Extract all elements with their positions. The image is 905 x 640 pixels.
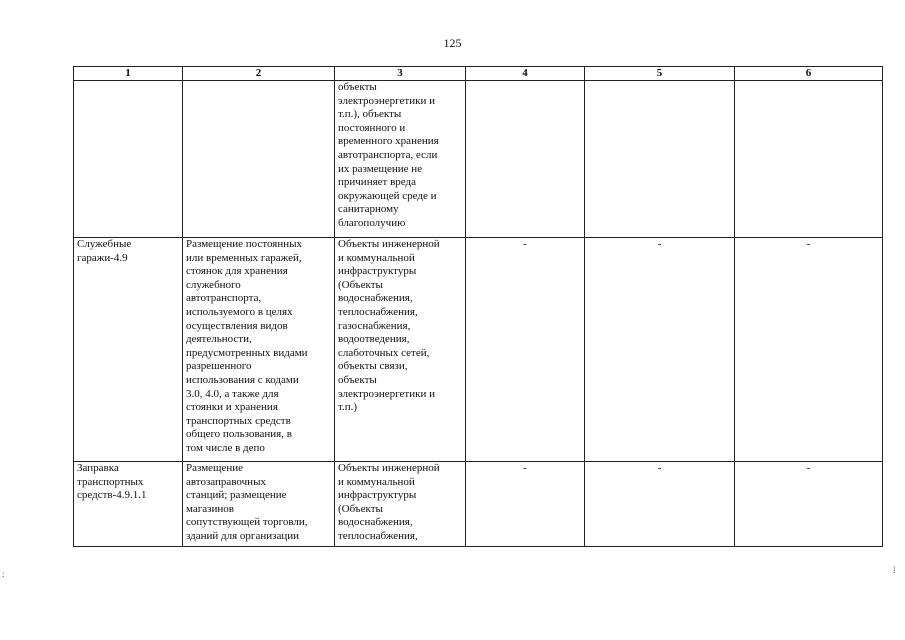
right-margin-mark: ⁞ [893,565,896,575]
column-header-2: 2 [183,67,335,81]
table-row [74,462,883,547]
column-header-6: 6 [735,67,883,81]
table-row [74,238,883,462]
table-cell: Объекты инженерной и коммунальной инфраструктуры (Объекты водоснабжения, теплоснабжения, [335,462,466,547]
table-cell: - [585,238,735,462]
table-cell: - [466,238,585,462]
table-cell: Объекты инженерной и коммунальной инфраструктуры (Объекты водоснабжения, теплоснабжения, газоснабжения, водоотведения, слаботочных сетей, объекты связи, объекты электроэнергетики и т.п.) [335,238,466,462]
table-cell: - [735,238,883,462]
table-cell: Заправка транспортных средств-4.9.1.1 [74,462,183,547]
column-header-1: 1 [74,67,183,81]
column-header-3: 3 [335,67,466,81]
table-cell [183,81,335,238]
zoning-table [73,66,883,547]
table-cell: Размещение постоянных или временных гаражей, стоянок для хранения служебного автотранспорта, используемого в целях осуществления видов деятельности, предусмотренных видами разрешенного использования с кодами 3.0, 4.0, а также для стоянки и хранения транспортных средств общего пользования, в том числе в депо [183,238,335,462]
table-row [74,81,883,238]
column-header-4: 4 [466,67,585,81]
table-cell: - [585,462,735,547]
table-cell: Размещение автозаправочных станций; размещение магазинов сопутствующей торговли, зданий для организации [183,462,335,547]
table-cell [585,81,735,238]
table-cell: - [735,462,883,547]
table-cell [735,81,883,238]
table-cell: Служебные гаражи-4.9 [74,238,183,462]
table-cell: объекты электроэнергетики и т.п.), объекты постоянного и временного хранения автотранспорта, если их размещение не причиняет вреда окружающей среде и санитарному благополучию [335,81,466,238]
table-header-row [74,67,883,81]
page-number: 125 [443,36,462,50]
left-margin-mark: : [2,569,5,579]
table-cell [74,81,183,238]
column-header-5: 5 [585,67,735,81]
table-cell: - [466,462,585,547]
table-cell [466,81,585,238]
